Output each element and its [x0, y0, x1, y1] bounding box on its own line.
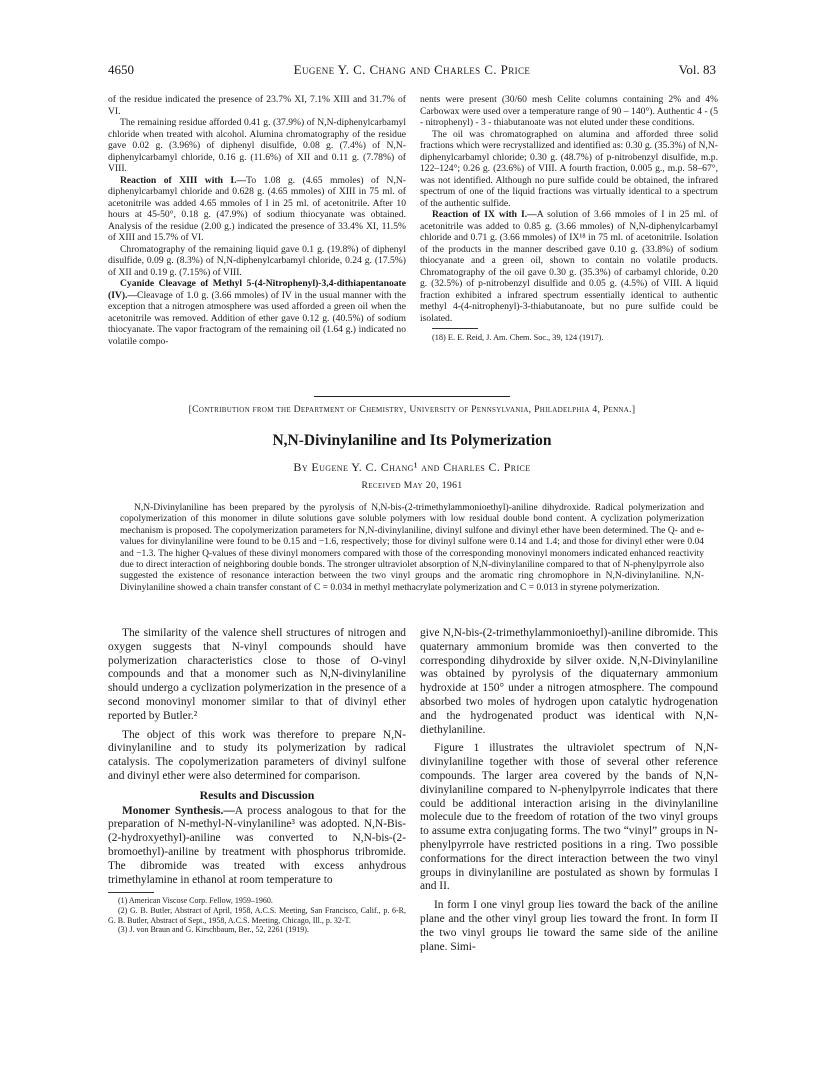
footnote: (3) J. von Braun and G. Kirschbaum, Ber., 52, 2261 (1919).	[118, 925, 309, 935]
footnote-divider	[108, 892, 154, 893]
volume-label: Vol. 83	[678, 62, 716, 77]
paragraph: Chromatography of the remaining liquid gave 0.1 g. (19.8%) of diphenyl disulfide, 0.09 g. (8.3%) of N,N-diphenylcarbamyl chloride, 0.24 g. (17.5%) of XII and 0.19 g. (7.15%) of VIII.	[108, 243, 406, 278]
paragraph	[420, 209, 718, 324]
footnotes	[108, 896, 406, 934]
paragraph	[108, 175, 406, 244]
experimental-right-column	[420, 94, 718, 343]
article-title: N,N-Divinylaniline and Its Polymerization	[272, 432, 552, 449]
footnote: (2) G. B. Butler, Abstract of April, 1958, A.C.S. Meeting, San Francisco, Calif., p. 6-R, G. B. Butler, Abstract of Sept., 1958, A.C.S. Meeting, Chicago, Ill., p. 32-T.	[108, 905, 406, 925]
paragraph-body: To 1.08 g. (4.65 mmoles) of N,N-diphenylcarbamyl chloride and 0.628 g. (4.65 mmoles) of XIII in 75 ml. of acetonitrile was added 4.65 mmoles of I in 25 ml. of acetonitrile. After 10 hours at 45-50°, 0.18 g. (47.9%) of sodium thiocyanate was obtained. Analysis of the residue (2.00 g.) indicated the presence of 33.4% XI, 11.5% of XIII and 15.7% of VI.	[108, 174, 406, 243]
paragraph: of the residue indicated the presence of 23.7% XI, 7.1% XIII and 31.7% of VI.	[108, 94, 406, 117]
paragraph: Figure 1 illustrates the ultraviolet spectrum of N,N-divinylaniline together with those of several other reference compounds. The larger area covered by the bands of N,N-divinylaniline compared to N-phenylpyrrole indicates that there could be additional interaction arising in the divinylaniline molecule due to the freedom of rotation of the two vinyl groups to assume extra conjugating forms. The two “vinyl” groups in N-phenylpyrrole have restricted positions in a ring. Two possible conformations for the direct interaction between the two vinyl groups in divinylaniline are postulated as shown by formulas I and II.	[420, 742, 718, 893]
body-right-column	[420, 627, 718, 959]
paragraph: The object of this work was therefore to prepare N,N-divinylaniline and to study its polymerization by radical catalysis. The copolymerization parameters of divinyl sulfone and divinyl ether were also determined for comparison.	[108, 728, 406, 782]
footnote: (18) E. E. Reid, J. Am. Chem. Soc., 39, 124 (1917).	[432, 333, 604, 342]
paragraph: In form I one vinyl group lies toward the back of the aniline plane and the other vinyl group lies toward the front. In form II the two vinyl groups lie toward the same side of the aniline plane. Simi-	[420, 899, 718, 953]
paragraph-body: A process analogous to that for the preparation of N-methyl-N-vinylaniline³ was adopted. N,N-Bis-(2-hydroxyethyl)-aniline was converted to N,N-bis-(2-bromoethyl)-aniline by treatment with phosphorus tribromide. The dibromide was treated with excess anhydrous trimethylamine in ethanol at room temperature to	[108, 804, 406, 886]
running-header	[108, 62, 716, 78]
paragraph: give N,N-bis-(2-trimethylammonioethyl)-aniline dibromide. This quaternary ammonium bromide was then converted to the corresponding dihydroxide by silver oxide. N,N-Divinylaniline was obtained by pyrolysis of the diquaternary ammonium hydroxide at 150° under a nitrogen atmosphere. The compound absorbed two moles of hydrogen upon catalytic hydrogenation and the hydrogenated product was identical with N,N-diethylaniline.	[420, 627, 718, 736]
paragraph: nents were present (30/60 mesh Celite columns containing 2% and 4% Carbowax were used over a temperature range of 90 – 140°). Authentic 4 - (5 - nitrophenyl) - 3 - thiabutanoate was not eluted under these conditions.	[420, 94, 718, 128]
paragraph-lead: Reaction of IX with I.—	[432, 209, 537, 220]
paragraph	[108, 278, 406, 347]
page-number: 4650	[108, 62, 134, 77]
footnote-divider	[432, 328, 478, 329]
paragraph: The remaining residue afforded 0.41 g. (37.9%) of N,N-diphenylcarbamyl chloride when treated with alcohol. Alumina chromatography of the residue gave 0.02 g. (3.96%) of diphenyl disulfide, 0.08 g. (7.4%) of N,N-diphenylcarbamyl chloride, 0.16 g. (11.6%) of XII and 0.11 g. (7.78%) of VIII.	[108, 117, 406, 174]
running-header-authors: Eugene Y. C. Chang and Charles C. Price	[293, 62, 531, 77]
paragraph: The similarity of the valence shell structures of nitrogen and oxygen suggests that N-vinyl compounds should have polymerization characteristics close to those of O-vinyl compounds and that a monomer such as N,N-divinylaniline should undergo a cyclization polymerization in the presence of a second monovinyl monomer similar to that of divinyl ether reported by Butler.²	[108, 627, 406, 722]
paragraph: The oil was chromatographed on alumina and afforded three solid fractions which were recrystallized and identified as: 0.30 g. (35.3%) of N,N-diphenylcarbamyl chloride; 0.30 g. (48.7%) of p-nitrobenzyl disulfide, m.p. 122–124°; 0.26 g. (23.6%) of VIII. A fourth fraction, 0.005 g., m.p. 58–67°, was not identified. Although no pure sulfide could be obtained, the infrared spectrum of one of the liquid fractions was virtually identical to a spectrum of the authentic sulfide.	[420, 128, 718, 209]
body-left-column	[108, 627, 406, 935]
paragraph-lead: Cyanide Cleavage of Methyl 5-(4-Nitrophenyl)-3,4-dithiapentanoate (IV).—	[108, 278, 406, 301]
paragraph	[108, 805, 406, 888]
article-separator-rule	[314, 396, 510, 397]
received-date: Received May 20, 1961	[361, 480, 463, 491]
paragraph-body: A solution of 3.66 mmoles of I in 25 ml. of acetonitrile was added to 0.85 g. (3.66 mmoles) of N,N-diphenylcarbamyl chloride and 0.71 g. (3.66 mmoles) of IX¹⁸ in 75 ml. of acetonitrile. Isolation of the products in the manner described gave 0.10 g. (33.8%) of sodium thiocyanate and a green oil, shown to contain no volatile products. Chromatography of the oil gave 0.30 g. (35.3%) of carbamyl chloride, 0.20 g. (32.5%) of p-nitrobenzyl disulfide and 0.05 g. (4.5%) of VIII. A liquid fraction exhibited a infrared spectrum essentially identical to authentic methyl 4-(4-nitrophenyl)-3-thiabutanoate, but no pure sulfide could be isolated.	[420, 209, 718, 324]
paragraph-lead: Reaction of XIII with I.—	[120, 174, 247, 186]
byline: By Eugene Y. C. Chang¹ and Charles C. Price	[293, 460, 531, 474]
footnote: (1) American Viscose Corp. Fellow, 1959–1960.	[118, 896, 273, 906]
experimental-left-column	[108, 94, 406, 347]
section-heading: Results and Discussion	[199, 787, 315, 802]
abstract: N,N-Divinylaniline has been prepared by the pyrolysis of N,N-bis-(2-trimethylammonioethyl)-aniline dihydroxide. Radical polymerization and copolymerization of this monomer in dilute solutions gave soluble polymers with low residual double bond content. A cyclization polymerization mechanism is proposed. The copolymerization parameters for N,N-divinylaniline, divinyl sulfone and divinyl ether have been determined. The Q- and e-values for divinylaniline were found to be 0.15 and −1.6, respectively; those for divinyl sulfone were 0.14 and 1.4; and those for divinyl ether were 0.04 and −1.3. The higher Q-values of these divinyl monomers compared with those of the corresponding monovinyl monomers indicated enhanced reactivity due to direct interaction of neighboring double bonds. The stronger ultraviolet absorption of N,N-divinylaniline compared to that of N-phenylpyrrole also suggested the existence of resonance interaction between the two vinyl groups and the aromatic ring chromophore in N,N-divinylaniline. N,N-Divinylaniline showed a chain transfer constant of C = 0.034 in methyl methacrylate polymerization and C = 0.013 in styrene polymerization.	[120, 503, 704, 593]
paragraph-body: Cleavage of 1.0 g. (3.66 mmoles) of IV in the usual manner with the exception that a nitrogen atmosphere was used afforded a green oil when the acetonitrile was removed. Addition of ether gave 0.12 g. (40.5%) of sodium thiocyanate. The vapor fractogram of the remaining oil (1.64 g.) indicated no volatile compo-	[108, 289, 406, 347]
contribution-line: [Contribution from the Department of Chemistry, University of Pennsylvania, Philadelphia 4, Penna.]	[188, 404, 636, 415]
paragraph-lead: Monomer Synthesis.—	[122, 804, 235, 817]
